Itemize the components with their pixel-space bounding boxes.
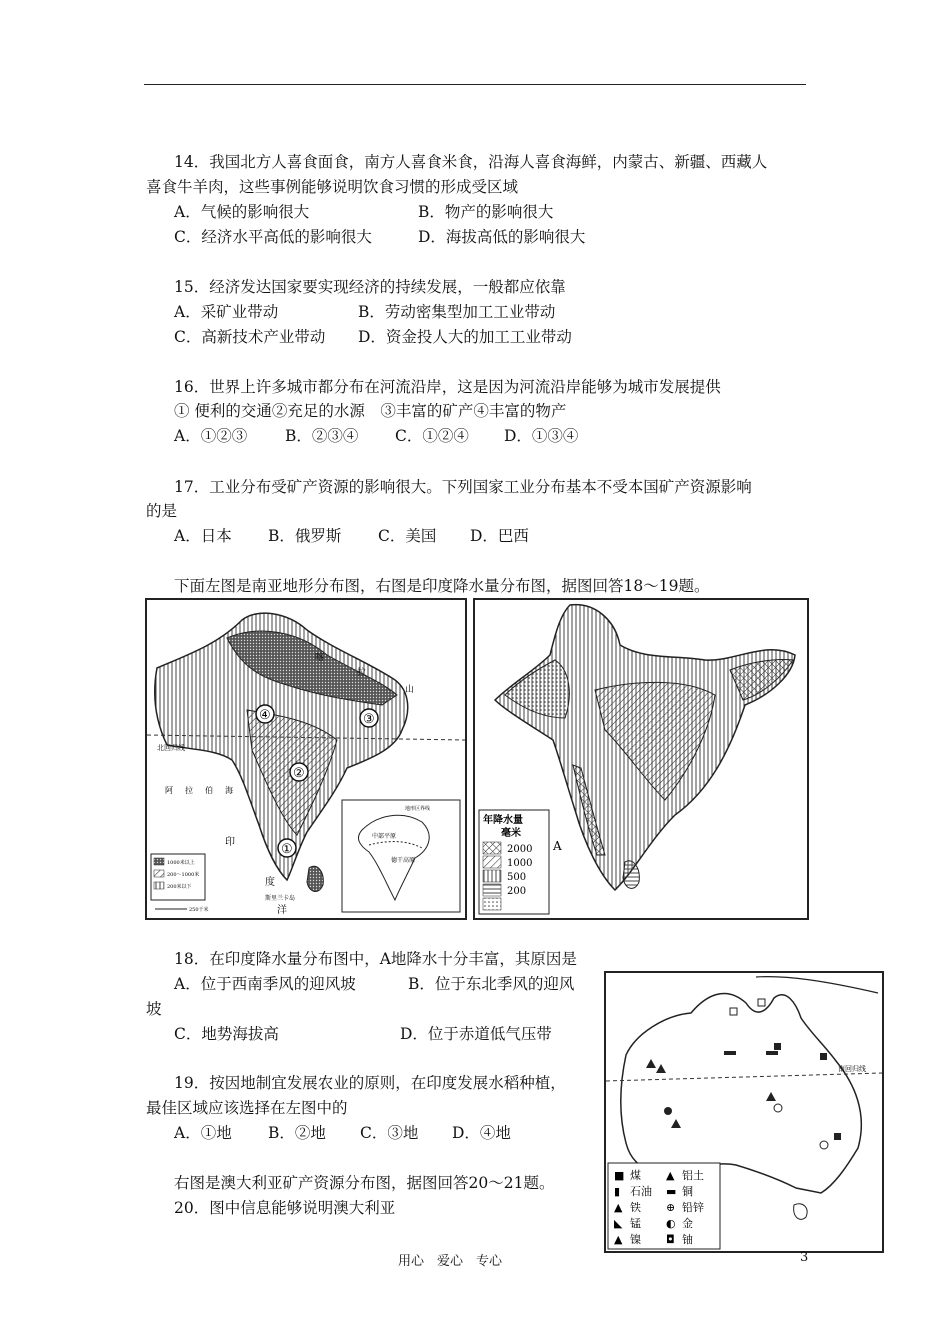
marker-2 <box>290 763 308 781</box>
legend-copper-symbol: ▬ <box>666 1185 677 1198</box>
legend-gold-symbol: ◐ <box>666 1217 676 1230</box>
marker-3 <box>360 709 378 727</box>
page-number: 3 <box>800 1250 809 1265</box>
indian-ocean-label-3: 洋 <box>277 905 287 916</box>
arabian-sea-label-4: 海 <box>225 786 233 795</box>
q15-option-b: B．劳动密集型加工工业带动 <box>358 303 556 321</box>
minerals-legend <box>608 1163 720 1249</box>
q19-option-a: A．①地 <box>174 1124 232 1142</box>
india-rainfall-drawing <box>475 600 807 918</box>
intro-18-19: 下面左图是南亚地形分布图，右图是印度降水量分布图，据图回答18～19题。 <box>174 577 710 595</box>
q19-option-d: D．④地 <box>452 1124 511 1142</box>
legend-iron-label: 铁 <box>630 1201 641 1214</box>
south-asia-map-drawing <box>147 600 465 918</box>
legend-manganese-symbol: ◣ <box>614 1217 623 1230</box>
scale-label: 250千米 <box>189 907 209 913</box>
australia-minerals-map <box>604 971 884 1253</box>
q19-stem-line2: 最佳区域应该选择在左图中的 <box>146 1099 348 1117</box>
sri-lanka <box>307 866 323 891</box>
inset-map <box>342 800 460 912</box>
inset-plain: 中部平原 <box>372 833 397 840</box>
q14-option-d: D．海拔高低的影响很大 <box>418 228 586 246</box>
sri-lanka-rain <box>623 861 639 889</box>
q14-stem-line2: 喜食牛羊肉，这些事例能够说明饮食习惯的形成受区域 <box>146 178 519 196</box>
karakoram-label-1: 喀 <box>315 653 325 663</box>
karakoram-label-3: 山 <box>405 685 415 695</box>
q15-option-d: D．资金投人大的加工工业带动 <box>358 328 572 346</box>
legend-iron-symbol: ▲ <box>614 1201 623 1214</box>
q16-option-d: D．①③④ <box>504 427 579 445</box>
inset-plateau: 德干高原 <box>391 857 416 864</box>
arabian-sea-label-1: 阿 <box>165 786 173 795</box>
legend-2000: 2000 <box>507 844 533 855</box>
legend-bauxite-label: 铝土 <box>682 1169 704 1182</box>
q14-stem-line1: 14．我国北方人喜食面食，南方人喜食米食，沿海人喜食海鲜，内蒙古、新疆、西藏人 <box>174 153 768 171</box>
india-rainfall-map <box>473 598 809 920</box>
point-a-label: A <box>553 839 562 853</box>
svg-text:④: ④ <box>259 708 271 723</box>
q14-option-c: C．经济水平高低的影响很大 <box>174 228 372 246</box>
tropic-label: 北回归线 <box>157 744 185 752</box>
terrain-legend <box>151 854 205 900</box>
legend-high: 1000米以上 <box>167 860 195 866</box>
q14-option-a: A．气候的影响很大 <box>174 203 310 221</box>
q16-option-b: B．②③④ <box>285 427 359 445</box>
south-asia-terrain-map <box>145 598 467 920</box>
legend-bauxite-symbol: ▲ <box>666 1169 675 1182</box>
legend-nickel-symbol: ▲ <box>614 1233 623 1246</box>
legend-oil-symbol: ▮ <box>614 1185 621 1198</box>
q18-option-b-continued: 坡 <box>146 1000 162 1018</box>
q17-option-b: B．俄罗斯 <box>268 527 342 545</box>
tasmania <box>794 1204 807 1220</box>
svg-text:①: ① <box>281 842 293 857</box>
legend-coal-label: 煤 <box>630 1169 641 1182</box>
q19-option-b: B．②地 <box>268 1124 326 1142</box>
rainfall-legend <box>479 810 549 914</box>
legend-leadzinc-label: 铅锌 <box>682 1201 704 1214</box>
q17-option-a: A．日本 <box>174 527 232 545</box>
karakoram-label-2: 拉 <box>357 668 367 678</box>
q19-option-c: C．③地 <box>360 1124 419 1142</box>
legend-500: 500 <box>507 872 527 883</box>
legend-1000: 1000 <box>507 858 533 869</box>
q18-option-d: D．位于赤道低气压带 <box>400 1025 552 1043</box>
footer-motto: 用心 爱心 专心 <box>398 1254 503 1269</box>
australia-map-drawing <box>606 973 882 1251</box>
q17-stem-line2: 的是 <box>146 502 178 520</box>
legend-oil-label: 石油 <box>630 1185 652 1198</box>
q15-stem: 15．经济发达国家要实现经济的持续发展，一般都应依靠 <box>174 278 566 296</box>
legend-leadzinc-symbol: ⊕ <box>666 1201 676 1214</box>
q16-option-a: A．①②③ <box>174 427 248 445</box>
legend-title-2: 毫米 <box>501 828 521 839</box>
q17-option-d: D．巴西 <box>470 527 529 545</box>
legend-manganese-label: 锰 <box>630 1217 641 1230</box>
q18-option-b: B．位于东北季风的迎风 <box>408 975 575 993</box>
new-guinea-coast <box>756 977 878 993</box>
legend-200: 200 <box>507 886 527 897</box>
legend-gold-label: 金 <box>682 1217 693 1230</box>
legend-copper-label: 铜 <box>682 1185 693 1198</box>
q16-option-c: C．①②④ <box>395 427 469 445</box>
q20-stem: 20．图中信息能够说明澳大利亚 <box>174 1199 396 1217</box>
indian-ocean-label-1: 印 <box>225 837 235 848</box>
svg-text:③: ③ <box>363 712 375 727</box>
intro-20-21: 右图是澳大利亚矿产资源分布图，据图回答20～21题。 <box>174 1174 555 1192</box>
legend-title-1: 年降水量 <box>483 815 523 826</box>
q15-option-c: C．高新技术产业带动 <box>174 328 326 346</box>
q15-option-a: A．采矿业带动 <box>174 303 279 321</box>
indian-ocean-label-2: 度 <box>265 877 275 888</box>
legend-mid: 200～1000米 <box>167 872 200 878</box>
legend-uranium-label: 铀 <box>682 1233 693 1246</box>
tropic-capricorn-label: 南回归线 <box>838 1065 866 1073</box>
svg-text:②: ② <box>293 766 305 781</box>
sri-lanka-label: 斯里兰卡岛 <box>265 895 296 902</box>
q18-option-c: C．地势海拔高 <box>174 1025 279 1043</box>
q18-stem: 18．在印度降水量分布图中，A地降水十分丰富，其原因是 <box>174 950 577 968</box>
arabian-sea-label-2: 拉 <box>185 786 193 795</box>
q17-option-c: C．美国 <box>378 527 437 545</box>
legend-uranium-symbol: ◘ <box>666 1233 675 1246</box>
q17-stem-line1: 17．工业分布受矿产资源的影响很大。下列国家工业分布基本不受本国矿产资源影响 <box>174 478 752 496</box>
legend-nickel-label: 镍 <box>630 1233 641 1246</box>
marker-4 <box>256 705 274 723</box>
inset-title: 地形区界线 <box>405 806 431 812</box>
q16-stem: 16．世界上许多城市都分布在河流沿岸，这是因为河流沿岸能够为城市发展提供 <box>174 378 721 396</box>
q19-stem-line1: 19．按因地制宜发展农业的原则，在印度发展水稻种植， <box>174 1074 566 1092</box>
legend-low: 200米以下 <box>167 884 192 890</box>
header-rule <box>144 84 806 85</box>
marker-1 <box>278 839 296 857</box>
arabian-sea-label-3: 伯 <box>205 786 213 795</box>
q16-items: ① 便利的交通②充足的水源 ③丰富的矿产④丰富的物产 <box>174 402 567 420</box>
q18-option-a: A．位于西南季风的迎风坡 <box>174 975 356 993</box>
q14-option-b: B．物产的影响很大 <box>418 203 554 221</box>
legend-coal-symbol: ■ <box>614 1169 625 1182</box>
